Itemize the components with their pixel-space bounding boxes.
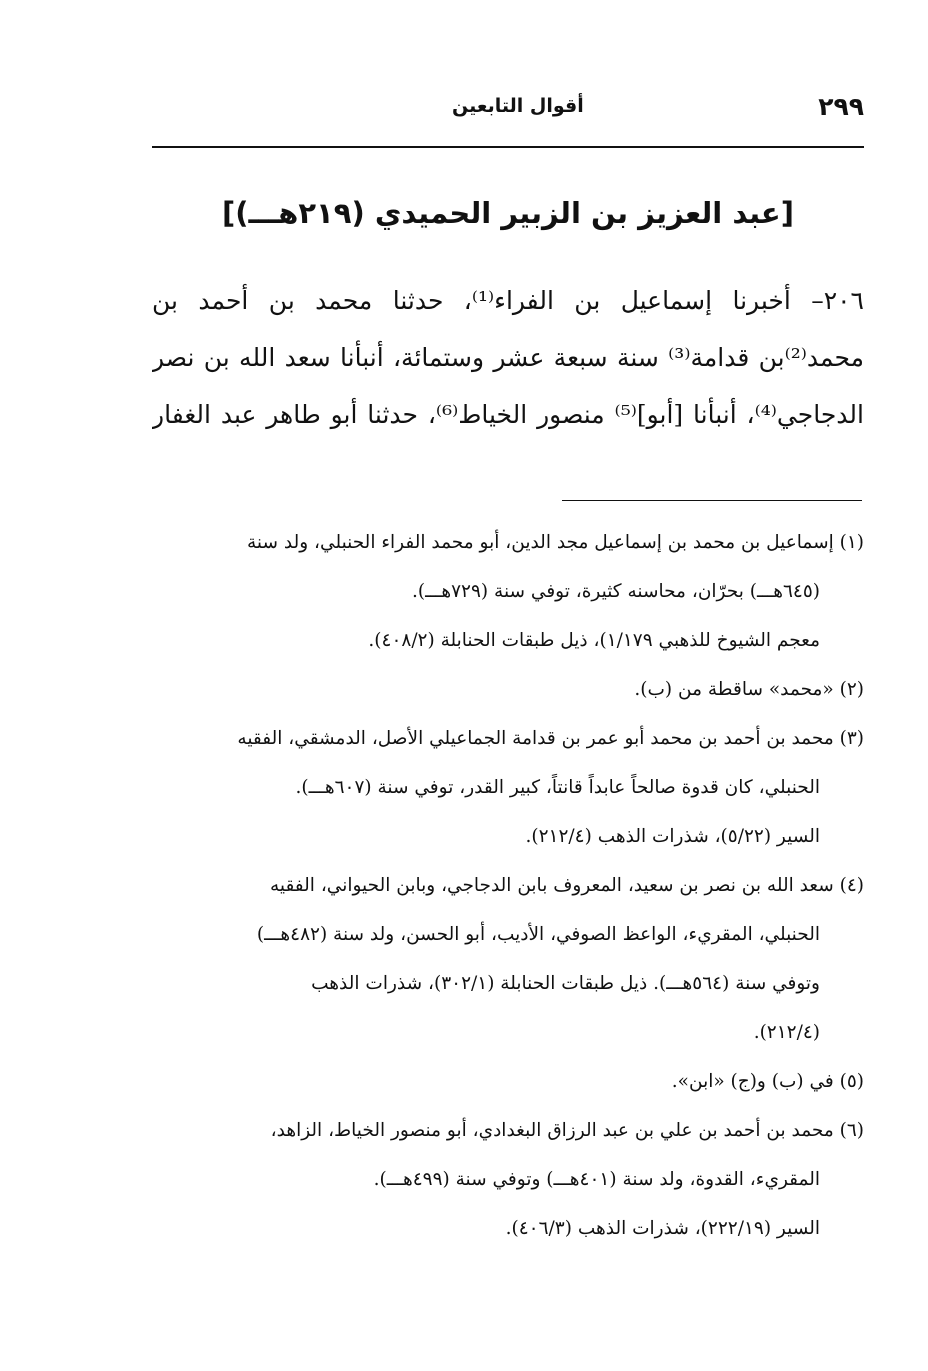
header-rule bbox=[152, 146, 864, 148]
section-title: [عبد العزيز بن الزبير الحميدي (٢١٩هـــ)] bbox=[222, 196, 794, 230]
page-number: ٢٩٩ bbox=[818, 91, 864, 121]
footnote-1-line-1: (١) إسماعيل بن محمد بن إسماعيل مجد الدين، أبو محمد الفراء الحنبلي، ولد سنة bbox=[247, 532, 864, 553]
footnote-3-source: السير (٥/٢٢)، شذرات الذهب (٢١٢/٤). bbox=[525, 826, 820, 847]
main-text bbox=[152, 272, 864, 443]
page-header bbox=[152, 88, 864, 124]
footnote-3-line-2: الحنبلي، كان قدوة صالحاً عابداً قانتاً، كبير القدر، توفي سنة (٦٠٧هـــ). bbox=[295, 777, 820, 798]
footnote-4-line-2: الحنبلي، المقريء، الواعظ الصوفي، الأديب، أبو الحسن، ولد سنة (٤٨٢هـــ) bbox=[256, 924, 820, 945]
footnote-4-line-4: (٢١٢/٤). bbox=[753, 1022, 820, 1043]
footnote-6-line-2: المقريء، القدوة، ولد سنة (٤٠١هـــ) وتوفي سنة (٤٩٩هـــ). bbox=[373, 1169, 820, 1190]
footnote-6-source: السير (٢٢٢/١٩)، شذرات الذهب (٤٠٦/٣). bbox=[505, 1218, 820, 1239]
footnote-3-line-1: (٣) محمد بن أحمد بن محمد أبو عمر بن قدامة الجماعيلي الأصل، الدمشقي، الفقيه bbox=[237, 728, 864, 749]
footnote-6-line-1: (٦) محمد بن أحمد بن علي بن عبد الرزاق البغدادي، أبو منصور الخياط، الزاهد، bbox=[270, 1120, 864, 1141]
main-line-3: الدجاجي⁽⁴⁾، أنبأنا [أبو]⁽⁵⁾ منصور الخياط⁽⁶⁾، حدثنا أبو طاهر عبد الغفار bbox=[152, 400, 864, 429]
running-title: أقوال التابعين bbox=[452, 95, 584, 117]
footnote-4-line-1: (٤) سعد الله بن نصر بن سعيد، المعروف بابن الدجاجي، وبابن الحيواني، الفقيه bbox=[269, 875, 864, 896]
footnote-4-line-3: وتوفي سنة (٥٦٤هـــ). ذيل طبقات الحنابلة (٣٠٢/١)، شذرات الذهب bbox=[311, 973, 820, 994]
footnote-2: (٢) «محمد» ساقطة من (ب). bbox=[634, 679, 864, 700]
main-line-2: محمد⁽²⁾بن قدامة⁽³⁾ سنة سبعة عشر وستمائة، أنبأنا سعد الله بن نصر bbox=[152, 343, 864, 372]
footnote-1-source: معجم الشيوخ للذهبي ١/١٧٩)، ذيل طبقات الحنابلة (٤٠٨/٢). bbox=[368, 630, 820, 651]
footnotes bbox=[152, 518, 864, 1253]
footnote-1-line-2: (٦٤٥هـــ) بحرّان، محاسنه كثيرة، توفي سنة (٧٢٩هـــ). bbox=[411, 581, 820, 602]
main-line-1: ٢٠٦– أخبرنا إسماعيل بن الفراء⁽¹⁾، حدثنا محمد بن أحمد بن bbox=[152, 286, 864, 315]
footnote-5: (٥) في (ب) و(ج) «ابن». bbox=[671, 1071, 864, 1092]
footnote-separator bbox=[562, 500, 862, 501]
